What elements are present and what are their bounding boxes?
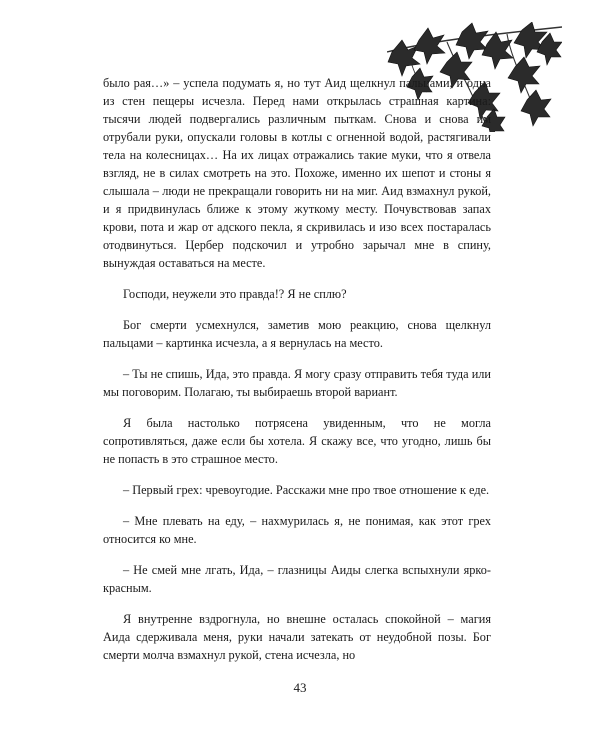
paragraph: – Не смей мне лгать, Ида, – глазницы Аиды слегка вспыхнули ярко-красным. xyxy=(103,563,491,595)
paragraph: Я была настолько потрясена увиденным, что не могла сопротивляться, даже если бы хотела. Я скажу все, что угодно, лишь бы не попасть в это страшное место. xyxy=(103,416,491,466)
paragraph: было рая…» – успела подумать я, но тут Аид щелкнул пальцами, и одна из стен пещеры исчезла. Перед нами открылась страшная картина: тысячи людей подвергались различным пыткам. Снова и снова им отрубали руки, опускали головы в котлы с огненной водой, растягивали тела на колесницах… На их лицах отражались такие муки, что я отвела взгляд, не в силах смотреть на это. Похоже, именно их шепот и стоны я слышала – люди не прекращали говорить ни на миг. Аид взмахнул рукой, и я придвинулась ближе к этому жуткому месту. Почувствовав запах крови, пота и жар от адского пекла, я скривилась и изо всех постаралась отодвинуться. Цербер подскочил и утробно зарычал мне в спину, вынуждая оставаться на месте. xyxy=(103,76,491,270)
body-text xyxy=(103,74,491,677)
paragraph: Бог смерти усмехнулся, заметив мою реакцию, снова щелкнул пальцами – картинка исчезла, а я вернулась на место. xyxy=(103,318,491,350)
paragraph: Господи, неужели это правда!? Я не сплю? xyxy=(123,287,347,301)
page-number: 43 xyxy=(293,680,307,695)
paragraph: – Первый грех: чревоугодие. Расскажи мне про твое отношение к еде. xyxy=(123,483,490,497)
paragraph: – Мне плевать на еду, – нахмурилась я, не понимая, как этот грех относится ко мне. xyxy=(103,514,491,546)
paragraph: Я внутренне вздрогнула, но внешне осталась спокойной – магия Аида сдерживала меня, руки начали затекать от неудобной позы. Бог смерти молча взмахнул рукой, стена исчезла, но xyxy=(103,612,491,662)
paragraph: – Ты не спишь, Ида, это правда. Я могу сразу отправить тебя туда или мы поговорим. Полагаю, ты выбираешь второй вариант. xyxy=(103,367,491,399)
